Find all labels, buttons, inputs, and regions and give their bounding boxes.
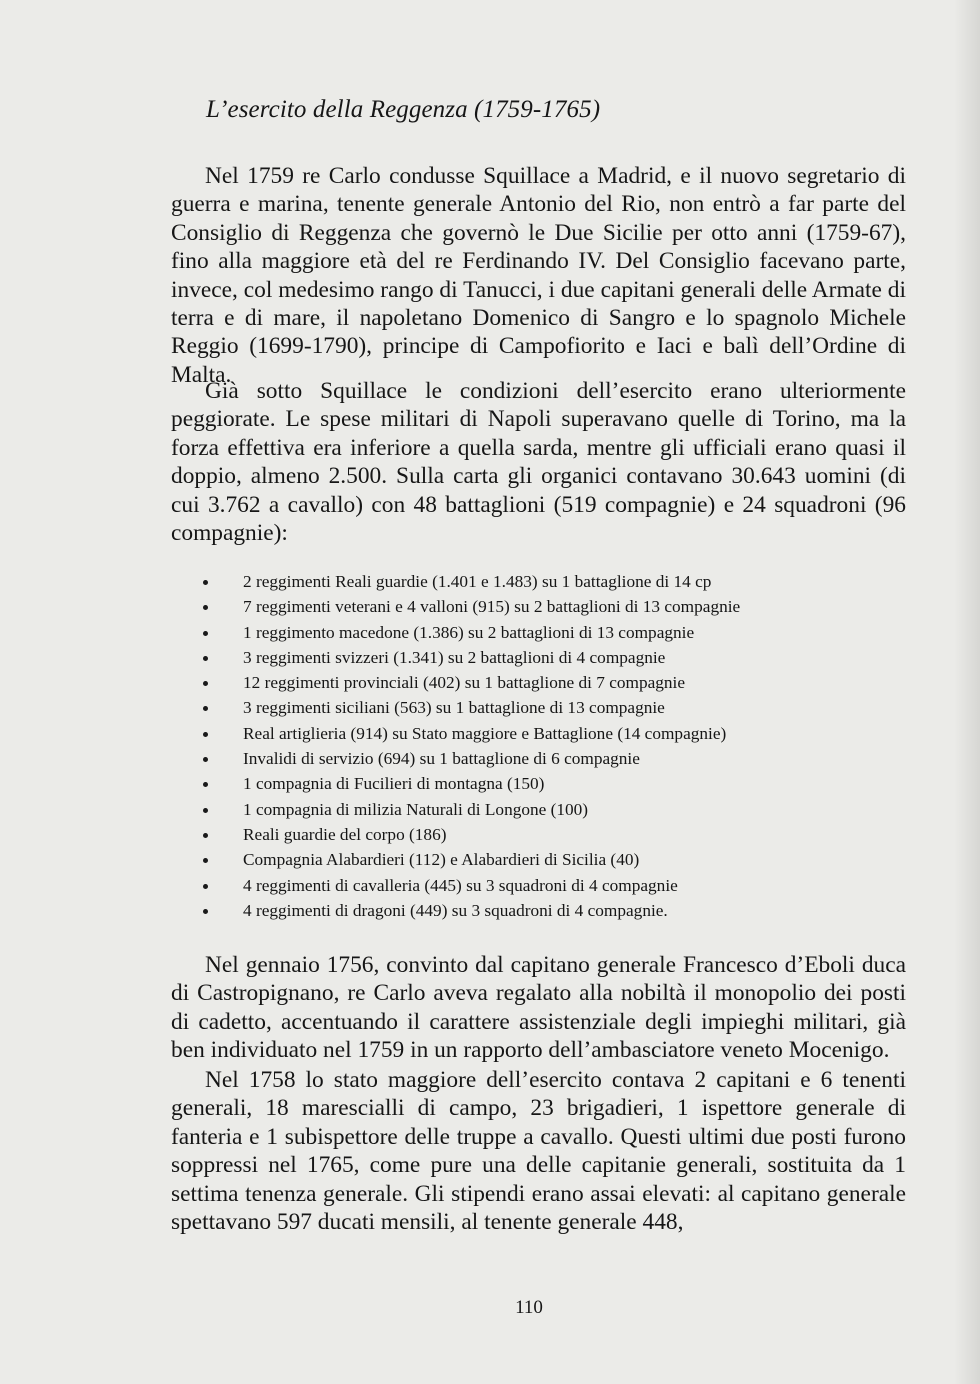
page-number: 110 [515,1297,543,1318]
paragraph-4: Nel 1758 lo stato maggiore dell’esercito contava 2 capitani e 6 tenenti generali, 18 marescialli di campo, 23 brigadieri, 1 ispettore generale di fanteria e 1 subispettore delle truppe a cavallo. Questi ultimi due posti furono soppressi nel 1765, come pure una delle capitanie generali, sostituita da 1 settima tenenza generale. Gli stipendi erano assai elevati: al capitano generale spettavano 597 ducati mensili, al tenente generale 448, [171,1067,906,1236]
bullet-icon [203,757,208,762]
list-item-text: 4 reggimenti di cavalleria (445) su 3 squadroni di 4 compagnie [243,875,678,895]
list-item [197,620,740,645]
bullet-icon [203,681,208,686]
list-item [197,847,740,872]
list-item-text: Real artiglieria (914) su Stato maggiore e Battaglione (14 compagnie) [243,723,727,743]
list-item [197,594,740,619]
bullet-icon [203,782,208,787]
list-item [197,771,740,796]
list-item [197,695,740,720]
list-item-text: Reali guardie del corpo (186) [243,824,447,844]
list-item-text: 1 compagnia di milizia Naturali di Longone (100) [243,799,589,819]
list-item [197,822,740,847]
bullet-icon [203,580,208,585]
page-edge-shadow [954,0,980,1384]
list-item-text: 7 reggimenti veterani e 4 valloni (915) su 2 battaglioni di 13 compagnie [243,597,741,617]
list-item [197,873,740,898]
bullet-icon [203,706,208,711]
list-item-text: 1 reggimento macedone (1.386) su 2 battaglioni di 13 compagnie [243,622,695,642]
list-item-text: 1 compagnia di Fucilieri di montagna (150) [243,774,545,794]
list-item-text: 2 reggimenti Reali guardie (1.401 e 1.483) su 1 battaglione di 14 cp [243,572,712,591]
list-item [197,721,740,746]
list-item-text: 4 reggimenti di dragoni (449) su 3 squadroni di 4 compagnie. [243,900,668,920]
bullet-icon [203,732,208,737]
paragraph-3: Nel gennaio 1756, convinto dal capitano generale Francesco d’Eboli duca di Castropignano, re Carlo aveva regalato alla nobiltà il monopolio dei posti di cadetto, accentuando il carattere assistenziale degli impieghi militari, già ben individuato nel 1759 in un rapporto dell’ambasciatore veneto Mocenigo. [171,952,906,1064]
list-item-text: Compagnia Alabardieri (112) e Alabardieri di Sicilia (40) [243,850,640,870]
bullet-icon [203,909,208,914]
list-item-text: 12 reggimenti provinciali (402) su 1 battaglione di 7 compagnie [243,673,686,693]
list-item [197,670,740,695]
list-item [197,569,740,594]
bullet-icon [203,884,208,889]
list-item [197,746,740,771]
list-item-text: 3 reggimenti svizzeri (1.341) su 2 battaglioni di 4 compagnie [243,647,666,667]
list-item-text: 3 reggimenti siciliani (563) su 1 battaglione di 13 compagnie [243,698,665,718]
bullet-icon [203,858,208,863]
paragraph-2: Già sotto Squillace le condizioni dell’esercito erano ulteriormente peggiorate. Le spese militari di Napoli superavano quelle di Torino, ma la forza effettiva era inferiore a quella sarda, mentre gli ufficiali erano quasi il doppio, almeno 2.500. Sulla carta gli organici contavano 30.643 uomini (di cui 3.762 a cavallo) con 48 battaglioni (519 compagnie) e 24 squadroni (96 compagnie): [171,378,906,547]
paragraph-1: Nel 1759 re Carlo condusse Squillace a Madrid, e il nuovo segretario di guerra e marina, tenente generale Antonio del Rio, non entrò a far parte del Consiglio di Reggenza che governò le Due Sicilie per otto anni (1759-67), fino alla maggiore età del re Ferdinando IV. Del Consiglio facevano parte, invece, col medesimo rango di Tanucci, i due capitani generali delle Armate di terra e di mare, il napoletano Domenico di Sangro e lo spagnolo Michele Reggio (1699-1790), principe di Campofiorito e Iaci e balì dell’Ordine di Malta. [171,163,906,388]
section-heading: L’esercito della Reggenza (1759-1765) [206,96,601,123]
bullet-icon [203,833,208,838]
list-item [197,898,740,923]
bullet-icon [203,808,208,813]
bullet-icon [203,605,208,610]
list-item-text: Invalidi di servizio (694) su 1 battaglione di 6 compagnie [243,749,640,769]
bullet-icon [203,656,208,661]
list-item [197,797,740,822]
bullet-icon [203,631,208,636]
list-item [197,645,740,670]
regiment-list [197,569,740,923]
